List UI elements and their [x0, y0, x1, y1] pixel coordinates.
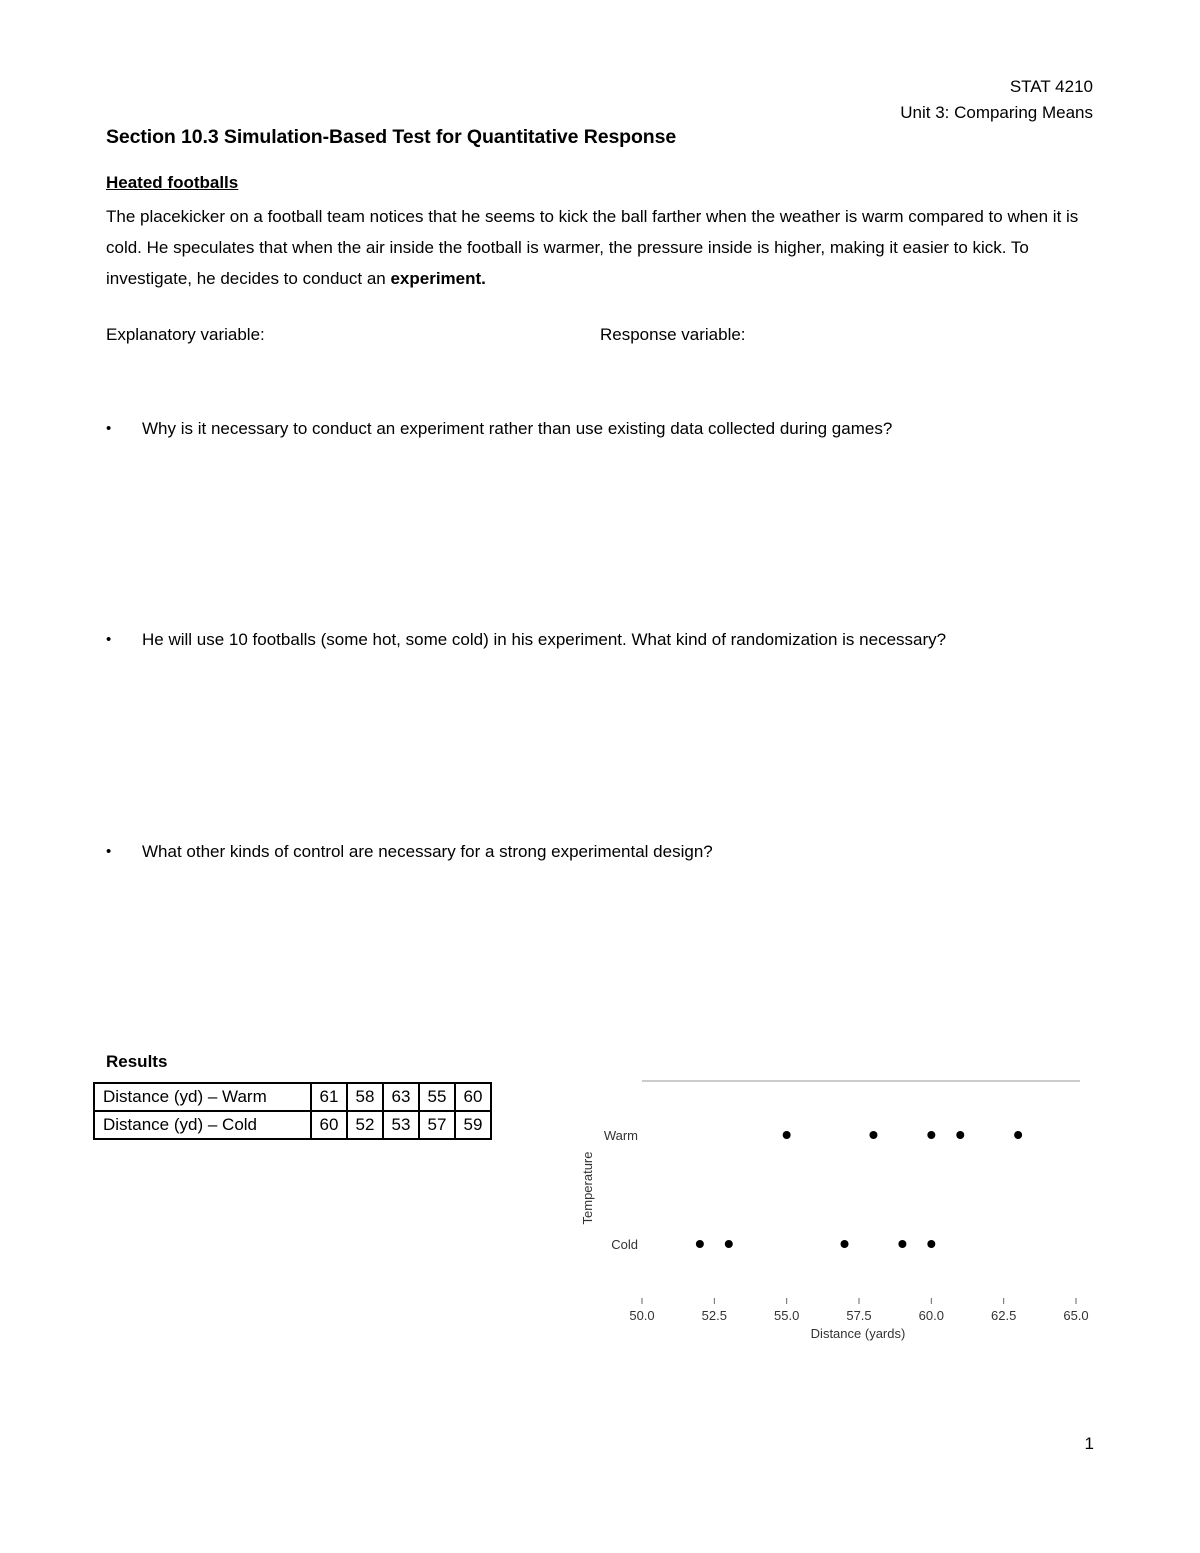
x-tick-label: 52.5 — [701, 1308, 727, 1323]
category-label-warm: Warm — [603, 1128, 638, 1143]
data-point-warm — [1014, 1131, 1022, 1139]
unit-title: Unit 3: Comparing Means — [900, 103, 1093, 122]
table-cell: 60 — [311, 1111, 347, 1139]
table-cell: 63 — [383, 1083, 419, 1111]
x-tick-label: 57.5 — [846, 1308, 872, 1323]
explanatory-variable-label: Explanatory variable: — [106, 325, 265, 344]
subsection-heading: Heated footballs — [106, 173, 239, 192]
x-tick-label: 50.0 — [629, 1308, 655, 1323]
intro-text: The placekicker on a football team notices that he seems to kick the ball farther when the weather is warm compared to when it is cold. He speculates that when the air inside the football is warmer, the pressure inside is higher, making it easier to kick. To investigate, he decides to conduct an — [106, 207, 1079, 288]
x-tick-label: 55.0 — [774, 1308, 800, 1323]
data-point-warm — [927, 1131, 935, 1139]
data-point-cold — [898, 1240, 906, 1248]
row-label: Distance (yd) – Cold — [94, 1111, 311, 1139]
x-tick-label: 65.0 — [1063, 1308, 1089, 1323]
data-point-cold — [841, 1240, 849, 1248]
row-label: Distance (yd) – Warm — [94, 1083, 311, 1111]
data-point-warm — [956, 1131, 964, 1139]
data-point-warm — [783, 1131, 791, 1139]
table-cell: 55 — [419, 1083, 455, 1111]
intro-paragraph — [106, 201, 1096, 294]
table-cell: 61 — [311, 1083, 347, 1111]
course-code: STAT 4210 — [1009, 77, 1093, 96]
section-title: Section 10.3 Simulation-Based Test for Quantitative Response — [106, 126, 677, 148]
category-label-cold: Cold — [611, 1237, 638, 1252]
question-text: He will use 10 footballs (some hot, some cold) in his experiment. What kind of randomization is necessary? — [142, 630, 947, 649]
table-cell: 60 — [455, 1083, 491, 1111]
bullet: • — [106, 420, 112, 437]
response-variable-label: Response variable: — [600, 325, 746, 344]
table-cell: 58 — [347, 1083, 383, 1111]
bullet: • — [106, 631, 112, 648]
data-point-cold — [927, 1240, 935, 1248]
data-point-cold — [696, 1240, 704, 1248]
page-number: 1 — [1084, 1434, 1094, 1453]
table-cell: 57 — [419, 1111, 455, 1139]
question-text: What other kinds of control are necessary for a strong experimental design? — [142, 842, 713, 861]
x-axis-label: Distance (yards) — [810, 1326, 906, 1341]
x-tick-label: 62.5 — [991, 1308, 1017, 1323]
table-row-cold — [94, 1111, 491, 1139]
table-cell: 52 — [347, 1111, 383, 1139]
question-text: Why is it necessary to conduct an experiment rather than use existing data collected during games? — [142, 419, 893, 438]
x-tick-label: 60.0 — [918, 1308, 944, 1323]
results-heading: Results — [106, 1052, 168, 1071]
table-cell: 53 — [383, 1111, 419, 1139]
dotplot-chart — [570, 1070, 1110, 1350]
bullet: • — [106, 843, 112, 860]
page-header — [900, 74, 1093, 126]
results-table — [93, 1082, 492, 1140]
intro-bold-term: experiment. — [390, 269, 486, 288]
data-point-cold — [725, 1240, 733, 1248]
table-cell: 59 — [455, 1111, 491, 1139]
data-point-warm — [869, 1131, 877, 1139]
y-axis-label: Temperature — [580, 1151, 595, 1225]
table-row-warm — [94, 1083, 491, 1111]
